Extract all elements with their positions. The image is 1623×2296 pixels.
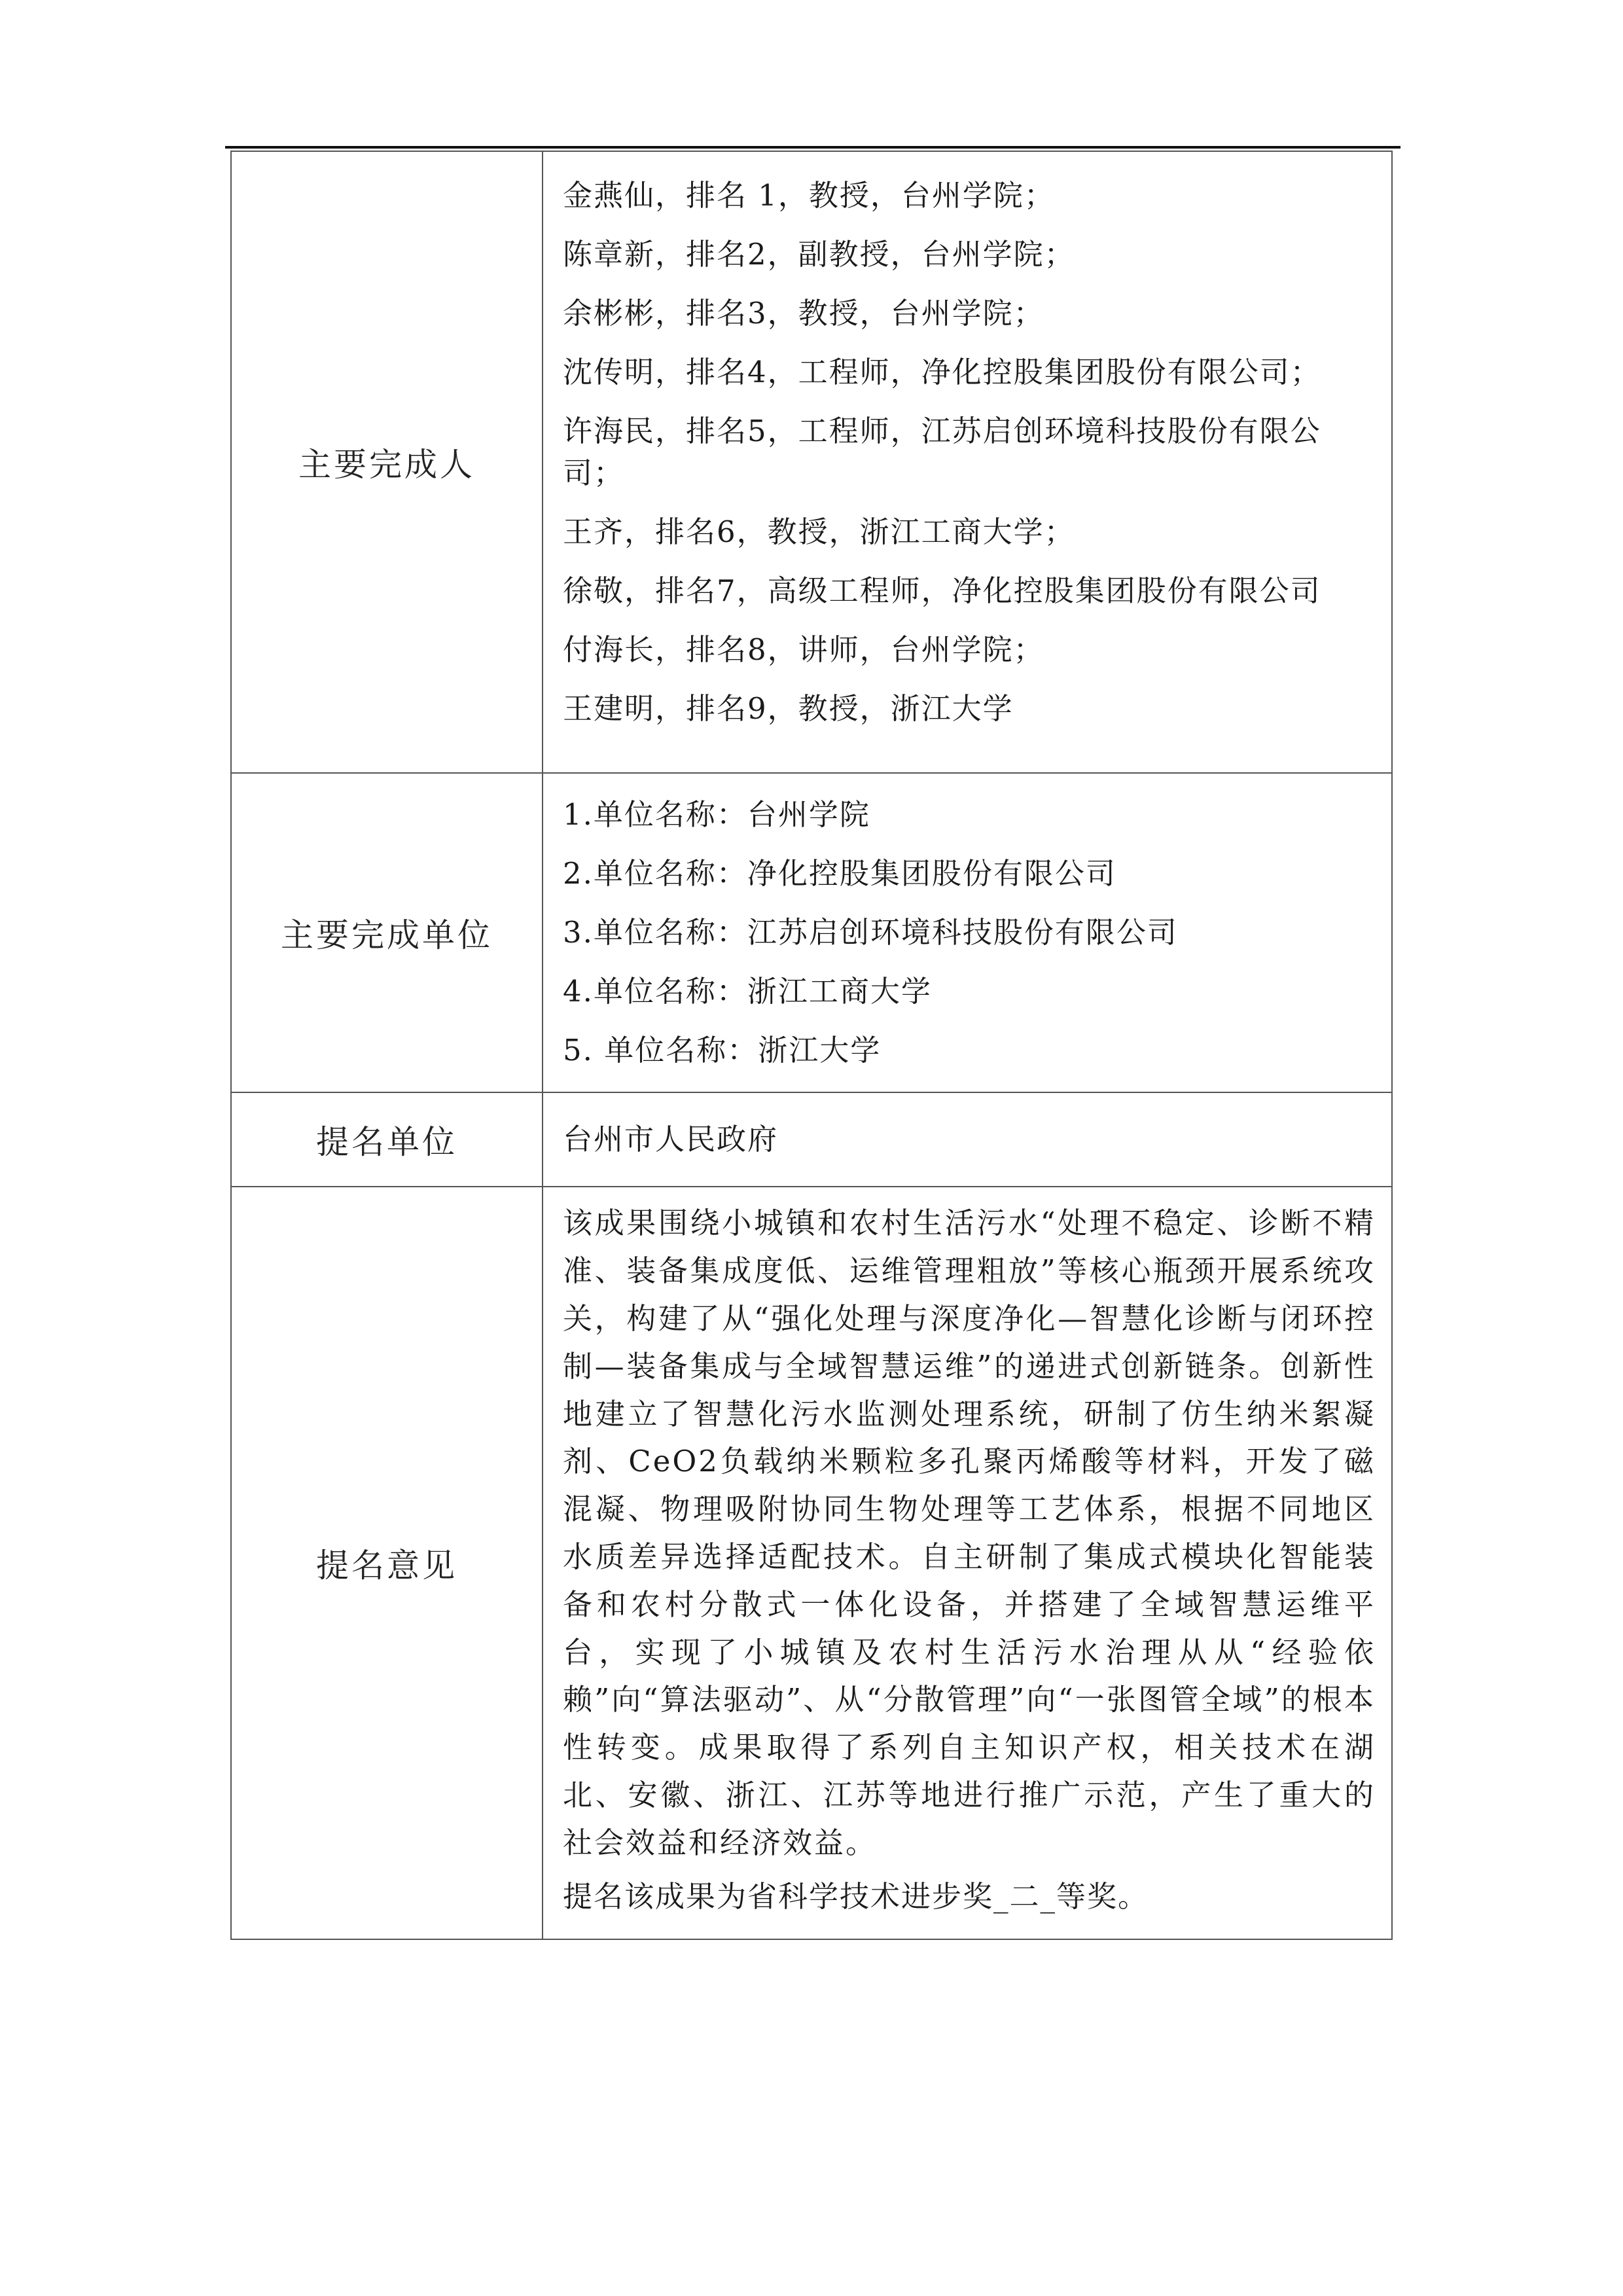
label-main-units: 主要完成单位 bbox=[231, 773, 543, 1092]
contributor-item: 付海长，排名8，讲师，台州学院； bbox=[563, 632, 1044, 667]
row-nomination-opinion bbox=[231, 1187, 1392, 1939]
contributor-item: 沈传明，排名4，工程师，净化控股集团股份有限公司； bbox=[563, 355, 1321, 389]
contributor-item: 王齐，排名6，教授，浙江工商大学； bbox=[563, 514, 1075, 549]
contributor-item: 徐敬，排名7，高级工程师，净化控股集团股份有限公司 bbox=[563, 573, 1321, 608]
nomination-table bbox=[230, 151, 1393, 1940]
nominating-unit-text: 台州市人民政府 bbox=[563, 1122, 779, 1157]
contributor-item: 陈章新，排名2，副教授，台州学院； bbox=[563, 237, 1075, 272]
label-main-contributors: 主要完成人 bbox=[231, 151, 543, 773]
label-nomination-opinion: 提名意见 bbox=[231, 1187, 543, 1939]
opinion-closing: 提名该成果为省科学技术进步奖_二_等奖。 bbox=[563, 1878, 1149, 1914]
row-main-units bbox=[231, 773, 1392, 1092]
unit-item: 2.单位名称：净化控股集团股份有限公司 bbox=[563, 856, 1116, 891]
unit-item: 5. 单位名称：浙江大学 bbox=[563, 1033, 882, 1067]
contributor-item: 余彬彬，排名3，教授，台州学院； bbox=[563, 296, 1044, 331]
row-nominating-unit bbox=[231, 1092, 1392, 1187]
nomination-opinion-content bbox=[543, 1187, 1392, 1939]
contributor-item: 许海民，排名5，工程师，江苏启创环境科技股份有限公司； bbox=[563, 414, 1321, 490]
contributor-item: 王建明，排名9，教授，浙江大学 bbox=[563, 691, 1014, 726]
unit-item: 3.单位名称：江苏启创环境科技股份有限公司 bbox=[563, 915, 1178, 950]
row-main-contributors bbox=[231, 151, 1392, 773]
contributor-item: 金燕仙，排名 1，教授，台州学院； bbox=[563, 178, 1055, 213]
top-rule bbox=[225, 146, 1400, 149]
unit-item: 1.单位名称：台州学院 bbox=[563, 797, 870, 832]
label-nominating-unit: 提名单位 bbox=[231, 1092, 543, 1187]
main-units-list bbox=[543, 773, 1392, 1092]
main-contributors-list bbox=[543, 151, 1392, 773]
nominating-unit-value bbox=[543, 1092, 1392, 1187]
opinion-paragraph: 该成果围绕小城镇和农村生活污水“处理不稳定、诊断不精准、装备集成度低、运维管理粗放”等核心瓶颈开展系统攻关，构建了从“强化处理与深度净化—智慧化诊断与闭环控制—装备集成与全域智慧运维”的递进式创新链条。创新性地建立了智慧化污水监测处理系统，研制了仿生纳米絮凝剂、CeO2负载纳米颗粒多孔聚丙烯酸等材料，开发了磁混凝、物理吸附协同生物处理等工艺体系，根据不同地区水质差异选择适配技术。自主研制了集成式模块化智能装备和农村分散式一体化设备，并搭建了全域智慧运维平台，实现了小城镇及农村生活污水治理从从“经验依赖”向“算法驱动”、从“分散管理”向“一张图管全域”的根本性转变。成果取得了系列自主知识产权，相关技术在湖北、安徽、浙江、江苏等地进行推广示范，产生了重大的社会效益和经济效益。 bbox=[563, 1206, 1376, 1860]
unit-item: 4.单位名称：浙江工商大学 bbox=[563, 974, 932, 1009]
